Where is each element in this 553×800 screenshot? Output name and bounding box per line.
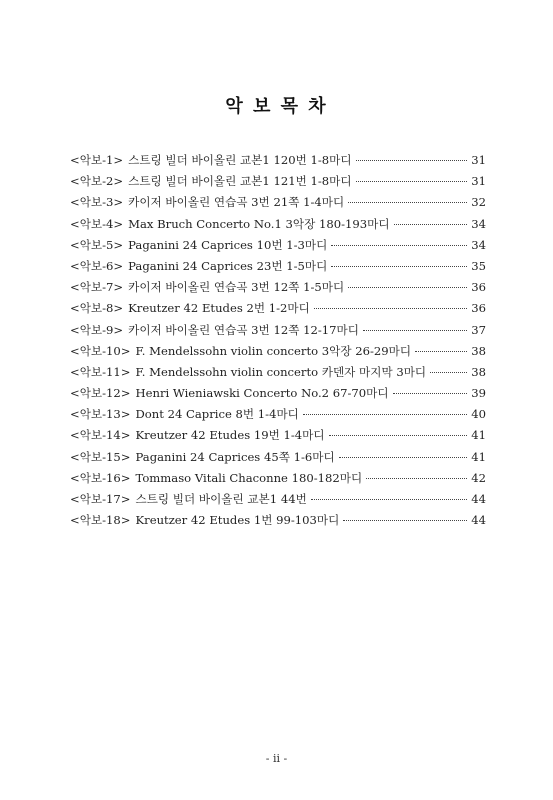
- toc-entry-page: 41: [471, 428, 486, 443]
- toc-entry-title: Kreutzer 42 Etudes 1번 99-103마디: [135, 513, 340, 528]
- dot-leader: [329, 435, 467, 436]
- dot-leader: [430, 372, 467, 373]
- toc-entry-page: 31: [471, 174, 486, 189]
- dot-leader: [363, 330, 467, 331]
- dot-leader: [366, 478, 467, 479]
- toc-entry[interactable]: [70, 298, 486, 319]
- toc-entry-label: <악보-10>: [70, 343, 131, 358]
- dot-leader: [343, 520, 467, 521]
- toc-entry-title: Paganini 24 Caprices 10번 1-3마디: [128, 237, 328, 252]
- toc-entry-label: <악보-18>: [70, 513, 131, 528]
- toc-entry-label: <악보-9>: [70, 322, 124, 337]
- dot-leader: [356, 181, 467, 182]
- dot-leader: [415, 351, 467, 352]
- toc-entry[interactable]: [70, 425, 486, 446]
- dot-leader: [348, 287, 467, 288]
- toc-entry-page: 32: [471, 195, 486, 210]
- dot-leader: [394, 224, 467, 225]
- dot-leader: [339, 457, 467, 458]
- dot-leader: [303, 414, 467, 415]
- toc-entry-title: Kreutzer 42 Etudes 19번 1-4마디: [135, 428, 325, 443]
- dot-leader: [311, 499, 467, 500]
- toc-entry-label: <악보-15>: [70, 449, 131, 464]
- toc-entry[interactable]: [70, 214, 486, 235]
- toc-entry-page: 36: [471, 301, 486, 316]
- toc-entry[interactable]: [70, 362, 486, 383]
- toc-entry[interactable]: [70, 192, 486, 213]
- toc-entry-label: <악보-14>: [70, 428, 131, 443]
- toc-entry-label: <악보-16>: [70, 470, 131, 485]
- toc-entry-page: 38: [471, 343, 486, 358]
- toc-entry-label: <악보-13>: [70, 407, 131, 422]
- toc-entry[interactable]: [70, 489, 486, 510]
- toc-entry[interactable]: [70, 235, 486, 256]
- toc-entry-label: <악보-7>: [70, 280, 124, 295]
- toc-entry[interactable]: [70, 320, 486, 341]
- toc-entry[interactable]: [70, 341, 486, 362]
- toc-entry-page: 35: [471, 258, 486, 273]
- toc-entry-title: 카이저 바이올린 연습곡 3번 12쪽 12-17마디: [128, 322, 359, 337]
- toc-entry[interactable]: [70, 171, 486, 192]
- toc-entry-page: 34: [471, 216, 486, 231]
- toc-entry-page: 39: [471, 386, 486, 401]
- toc-entry-title: F. Mendelssohn violin concerto 3악장 26-29마디: [135, 343, 412, 358]
- toc-entry-page: 40: [471, 407, 486, 422]
- toc-entry-label: <악보-11>: [70, 364, 131, 379]
- toc-entry-page: 37: [471, 322, 486, 337]
- toc-entry-title: Dont 24 Caprice 8번 1-4마디: [135, 407, 299, 422]
- toc-entry-label: <악보-12>: [70, 386, 131, 401]
- page-title: 악 보 목 차: [225, 96, 328, 117]
- toc-entry-label: <악보-1>: [70, 153, 124, 167]
- toc-entry-title: Paganini 24 Caprices 23번 1-5마디: [128, 258, 328, 273]
- toc-entry[interactable]: [70, 468, 486, 489]
- dot-leader: [331, 266, 467, 267]
- toc-entry[interactable]: [70, 404, 486, 425]
- toc-entry[interactable]: [70, 383, 486, 404]
- toc-entry-title: F. Mendelssohn violin concerto 카덴자 마지막 3마디: [135, 364, 427, 379]
- toc-entry[interactable]: [70, 447, 486, 468]
- toc-entry[interactable]: [70, 150, 486, 171]
- toc-entry-title: 스트링 빌더 바이올린 교본1 121번 1-8마디: [128, 174, 352, 189]
- toc-entry[interactable]: [70, 277, 486, 298]
- toc-entry-label: <악보-8>: [70, 301, 124, 316]
- toc-entry-title: Henri Wieniawski Concerto No.2 67-70마디: [135, 386, 389, 401]
- dot-leader: [356, 160, 467, 161]
- toc-entry-label: <악보-6>: [70, 258, 124, 273]
- toc-entry-page: 38: [471, 364, 486, 379]
- toc-entry-page: 31: [471, 153, 486, 167]
- toc-entry-page: 34: [471, 237, 486, 252]
- score-table-of-contents: [70, 150, 486, 531]
- toc-entry-label: <악보-5>: [70, 237, 124, 252]
- toc-entry[interactable]: [70, 256, 486, 277]
- dot-leader: [393, 393, 467, 394]
- toc-entry-title: 카이저 바이올린 연습곡 3번 21쪽 1-4마디: [128, 195, 345, 210]
- toc-entry-label: <악보-4>: [70, 216, 124, 231]
- toc-entry-label: <악보-3>: [70, 195, 124, 210]
- toc-entry-title: 카이저 바이올린 연습곡 3번 12쪽 1-5마디: [128, 280, 345, 295]
- dot-leader: [331, 245, 467, 246]
- toc-entry[interactable]: [70, 510, 486, 531]
- toc-entry-title: 스트링 빌더 바이올린 교본1 44번: [135, 492, 307, 506]
- toc-entry-title: Max Bruch Concerto No.1 3악장 180-193마디: [128, 216, 390, 231]
- toc-entry-page: 41: [471, 449, 486, 464]
- toc-entry-page: 44: [471, 492, 486, 506]
- dot-leader: [348, 202, 467, 203]
- toc-entry-page: 42: [471, 470, 486, 485]
- page-number: - ii -: [265, 752, 288, 765]
- toc-entry-title: 스트링 빌더 바이올린 교본1 120번 1-8마디: [128, 153, 352, 167]
- toc-entry-page: 36: [471, 280, 486, 295]
- toc-entry-title: Tommaso Vitali Chaconne 180-182마디: [135, 470, 363, 485]
- toc-entry-label: <악보-17>: [70, 492, 131, 506]
- toc-entry-title: Paganini 24 Caprices 45쪽 1-6마디: [135, 449, 335, 464]
- toc-entry-label: <악보-2>: [70, 174, 124, 189]
- dot-leader: [314, 308, 467, 309]
- toc-entry-page: 44: [471, 513, 486, 528]
- toc-entry-title: Kreutzer 42 Etudes 2번 1-2마디: [128, 301, 310, 316]
